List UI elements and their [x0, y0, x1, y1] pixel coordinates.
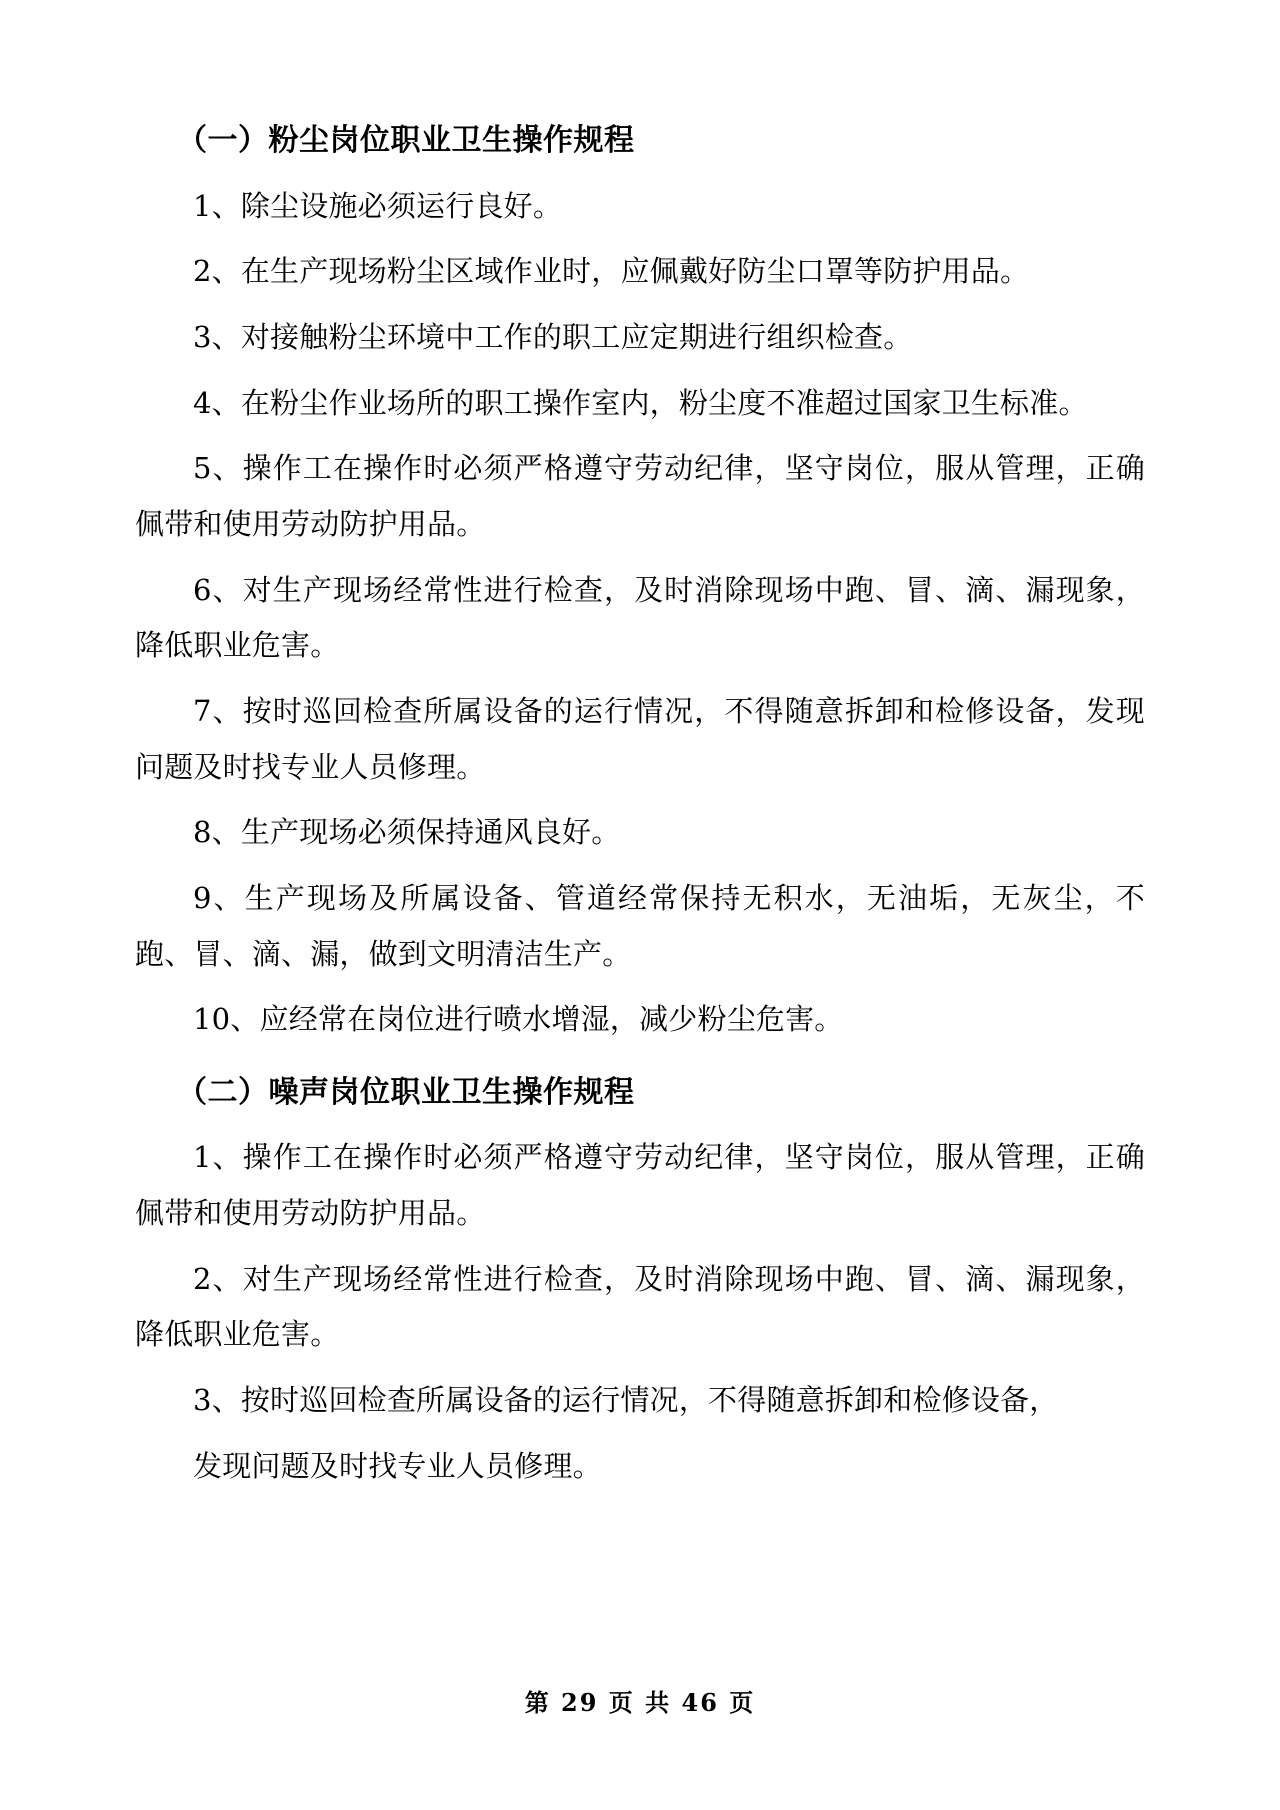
paragraph: 2、对生产现场经常性进行检查，及时消除现场中跑、冒、滴、漏现象，降低职业危害。 [135, 1261, 1145, 1352]
section-heading-noise: （二）噪声岗位职业卫生操作规程 [177, 1074, 635, 1110]
paragraph: 2、在生产现场粉尘区域作业时，应佩戴好防尘口罩等防护用品。 [193, 254, 1030, 289]
paragraph: 发现问题及时找专业人员修理。 [193, 1448, 602, 1483]
paragraph: 10、应经常在岗位进行喷水增湿，减少粉尘危害。 [193, 1002, 844, 1037]
paragraph: 8、生产现场必须保持通风良好。 [193, 815, 621, 850]
page-footer: 第 29 页 共 46 页 [524, 1688, 756, 1717]
paragraph: 3、按时巡回检查所属设备的运行情况，不得随意拆卸和检修设备， [193, 1383, 1059, 1418]
paragraph: 7、按时巡回检查所属设备的运行情况，不得随意拆卸和检修设备，发现问题及时找专业人员修理。 [135, 693, 1145, 784]
paragraph: 1、除尘设施必须运行良好。 [193, 188, 563, 223]
paragraph: 5、操作工在操作时必须严格遵守劳动纪律，坚守岗位，服从管理，正确佩带和使用劳动防护用品。 [135, 451, 1145, 541]
paragraph: 9、生产现场及所属设备、管道经常保持无积水，无油垢，无灰尘，不跑、冒、滴、漏，做到文明清洁生产。 [135, 880, 1145, 971]
paragraph: 3、对接触粉尘环境中工作的职工应定期进行组织检查。 [193, 319, 913, 354]
paragraph: 4、在粉尘作业场所的职工操作室内，粉尘度不准超过国家卫生标准。 [193, 385, 1088, 420]
page-content [135, 118, 1145, 1504]
paragraph: 6、对生产现场经常性进行检查，及时消除现场中跑、冒、滴、漏现象，降低职业危害。 [135, 572, 1145, 663]
section-heading-dust: （一）粉尘岗位职业卫生操作规程 [177, 123, 635, 158]
paragraph: 1、操作工在操作时必须严格遵守劳动纪律，坚守岗位，服从管理，正确佩带和使用劳动防护用品。 [135, 1140, 1145, 1231]
